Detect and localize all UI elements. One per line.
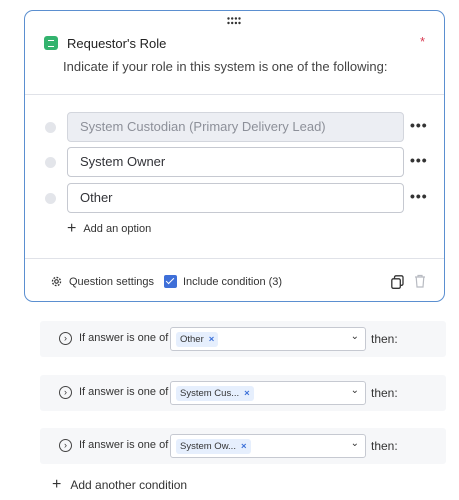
chip-label: Other xyxy=(180,334,204,345)
condition-label: If answer is one of xyxy=(79,439,169,451)
condition-answer-select[interactable] xyxy=(170,327,366,351)
include-condition-label[interactable]: Include condition (3) xyxy=(183,275,283,288)
selected-answer-chip xyxy=(176,439,251,454)
option-more-icon[interactable]: ••• xyxy=(410,117,428,133)
condition-then-label: then: xyxy=(371,332,398,346)
question-settings-button[interactable]: Question settings xyxy=(69,275,154,288)
chevron-right-icon[interactable]: › xyxy=(59,386,72,399)
question-title[interactable]: Requestor's Role xyxy=(67,36,167,51)
question-card[interactable] xyxy=(24,10,445,302)
option-bullet xyxy=(45,122,56,133)
option-more-icon[interactable]: ••• xyxy=(410,152,428,168)
option-input-3[interactable]: Other xyxy=(67,183,404,213)
condition-row xyxy=(40,321,446,357)
option-input-1[interactable]: System Custodian (Primary Delivery Lead) xyxy=(67,112,404,142)
add-option-button[interactable] xyxy=(67,220,152,237)
gear-icon[interactable] xyxy=(50,275,63,288)
option-more-icon[interactable]: ••• xyxy=(410,188,428,204)
chip-label: System Ow... xyxy=(180,441,236,452)
question-type-icon xyxy=(44,36,58,50)
duplicate-icon[interactable] xyxy=(391,275,404,289)
condition-answer-select[interactable] xyxy=(170,381,366,405)
chevron-down-icon[interactable]: ⌄ xyxy=(350,385,359,396)
condition-label: If answer is one of xyxy=(79,332,169,344)
condition-then-label: then: xyxy=(371,439,398,453)
plus-icon: + xyxy=(67,220,77,237)
add-condition-button[interactable] xyxy=(52,478,187,492)
chevron-down-icon[interactable]: ⌄ xyxy=(350,438,359,449)
remove-chip-icon[interactable]: × xyxy=(244,388,250,399)
chip-label: System Cus... xyxy=(180,388,240,399)
include-condition-checkbox[interactable] xyxy=(164,275,177,288)
remove-chip-icon[interactable]: × xyxy=(208,334,215,345)
condition-label: If answer is one of xyxy=(79,386,169,398)
condition-then-label: then: xyxy=(371,386,398,400)
chevron-right-icon[interactable]: › xyxy=(59,439,72,452)
divider xyxy=(25,258,444,259)
selected-answer-chip xyxy=(176,332,218,347)
question-description[interactable]: Indicate if your role in this system is one of the following: xyxy=(63,59,388,74)
condition-row xyxy=(40,375,446,411)
divider xyxy=(25,94,444,95)
drag-handle-icon[interactable] xyxy=(227,17,241,25)
chevron-down-icon[interactable]: ⌄ xyxy=(350,331,359,342)
plus-icon: + xyxy=(52,476,62,493)
add-condition-label: Add another condition xyxy=(70,478,188,492)
add-option-label: Add an option xyxy=(83,223,152,235)
condition-answer-select[interactable] xyxy=(170,434,366,458)
chevron-right-icon[interactable]: › xyxy=(59,332,72,345)
option-bullet xyxy=(45,157,56,168)
option-input-2[interactable]: System Owner xyxy=(67,147,404,177)
selected-answer-chip xyxy=(176,386,254,401)
trash-icon[interactable] xyxy=(414,274,426,288)
condition-row xyxy=(40,428,446,464)
option-bullet xyxy=(45,193,56,204)
required-mark: * xyxy=(420,34,426,49)
remove-chip-icon[interactable]: × xyxy=(240,441,247,452)
